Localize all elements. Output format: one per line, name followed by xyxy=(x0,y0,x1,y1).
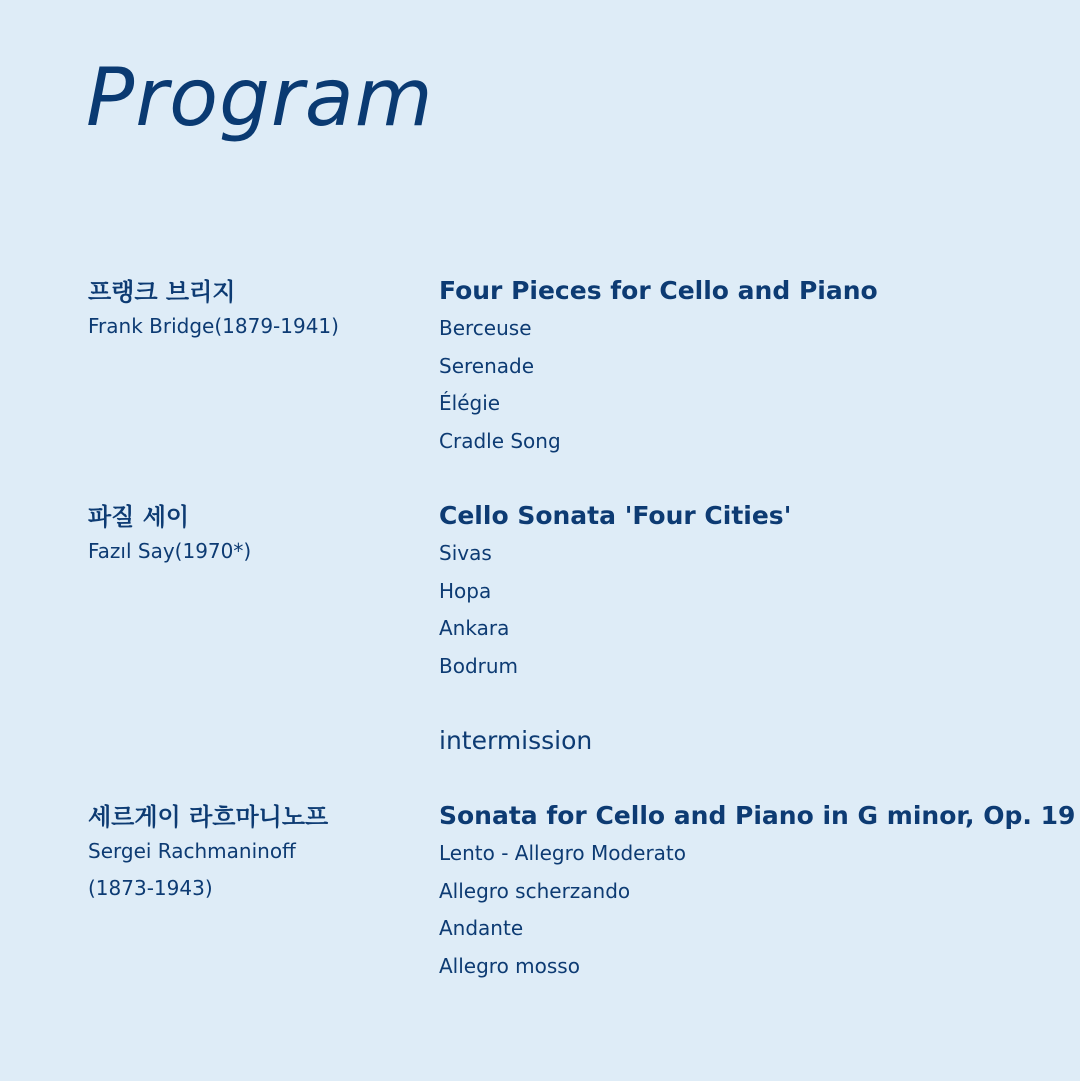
intermission-label: intermission xyxy=(439,726,593,755)
movement-item: Hopa xyxy=(439,578,492,603)
work-block xyxy=(439,799,1075,985)
composer-block xyxy=(88,501,251,570)
movement-item: Élégie xyxy=(439,391,501,415)
movement-item: Allegro scherzando xyxy=(439,878,631,903)
composer-korean-name: 세르게이 라흐마니노프 xyxy=(88,803,329,831)
composer-korean-name: 프랭크 브리지 xyxy=(88,278,236,306)
composer-korean-name: 파질 세이 xyxy=(88,503,190,531)
work-title: Sonata for Cello and Piano in G minor, Op. 19 xyxy=(439,801,1076,830)
movement-item: Bodrum xyxy=(439,653,519,678)
work-block xyxy=(439,274,878,460)
composer-english-name: Sergei Rachmaninoff xyxy=(88,839,296,863)
movement-item: Lento - Allegro Moderato xyxy=(439,841,687,865)
work-block xyxy=(439,499,791,685)
movement-item: Cradle Song xyxy=(439,428,561,453)
movement-item: Ankara xyxy=(439,616,510,640)
composer-block xyxy=(88,276,339,345)
movement-list xyxy=(439,310,878,460)
page-title: Program xyxy=(86,51,434,144)
movement-item: Andante xyxy=(439,916,524,940)
movement-item: Allegro mosso xyxy=(439,953,580,978)
work-title: Four Pieces for Cello and Piano xyxy=(439,276,878,305)
composer-lifespan: (1873-1943) xyxy=(88,876,213,900)
work-title: Cello Sonata 'Four Cities' xyxy=(439,501,792,530)
composer-english-name: Fazıl Say(1970*) xyxy=(88,539,252,563)
composer-block xyxy=(88,801,328,907)
movement-item: Berceuse xyxy=(439,316,532,340)
composer-english-name: Frank Bridge(1879-1941) xyxy=(88,314,339,338)
movement-item: Sivas xyxy=(439,541,492,565)
movement-list xyxy=(439,835,1075,985)
movement-item: Serenade xyxy=(439,353,535,378)
movement-list xyxy=(439,535,791,685)
